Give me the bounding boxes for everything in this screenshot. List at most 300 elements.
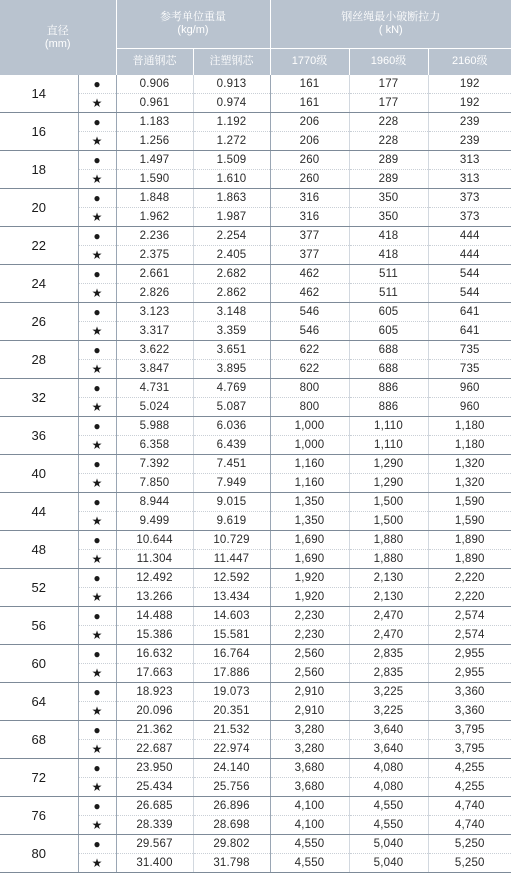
weight-ordinary-cell: 1.962 [116,208,193,227]
force-1960-cell: 3,225 [349,683,428,702]
table-row [0,721,511,740]
dot-marker: ● [78,113,116,132]
force-1770-cell: 4,550 [270,835,349,854]
force-2160-cell: 4,255 [428,759,511,778]
table-header [0,0,511,75]
weight-injected-cell: 3.895 [193,360,270,379]
weight-ordinary-cell: 15.386 [116,626,193,645]
weight-injected-cell: 2.862 [193,284,270,303]
weight-header-unit: (kg/m) [117,24,270,37]
weight-ordinary-cell: 18.923 [116,683,193,702]
dot-marker: ● [78,607,116,626]
force-1770-cell: 1,350 [270,493,349,512]
star-marker: ★ [78,778,116,797]
force-2160-cell: 641 [428,322,511,341]
dot-marker: ● [78,531,116,550]
table-row [0,493,511,512]
dot-marker: ● [78,493,116,512]
diameter-cell: 32 [0,379,78,417]
diameter-cell: 14 [0,75,78,113]
dot-marker: ● [78,797,116,816]
table-row [0,341,511,360]
force-2160-cell: 444 [428,246,511,265]
weight-ordinary-cell: 1.256 [116,132,193,151]
weight-header-title: 参考单位重量 [117,11,270,24]
force-1770-cell: 1,350 [270,512,349,531]
force-1770-cell: 462 [270,284,349,303]
star-marker: ★ [78,474,116,493]
weight-injected-cell: 5.087 [193,398,270,417]
weight-injected-cell: 2.254 [193,227,270,246]
dot-marker: ● [78,227,116,246]
force-1770-cell: 1,690 [270,550,349,569]
diameter-cell: 68 [0,721,78,759]
dot-marker: ● [78,265,116,284]
force-1770-cell: 377 [270,227,349,246]
force-2160-cell: 373 [428,208,511,227]
weight-ordinary-cell: 5.988 [116,417,193,436]
force-1770-cell: 260 [270,151,349,170]
dot-marker: ● [78,645,116,664]
force-2160-cell: 735 [428,341,511,360]
force-1960-cell: 418 [349,227,428,246]
force-2160-cell: 960 [428,379,511,398]
star-marker: ★ [78,436,116,455]
dot-marker: ● [78,189,116,208]
force-2160-cell: 3,795 [428,740,511,759]
weight-injected-cell: 0.974 [193,94,270,113]
force-1770-cell: 1,000 [270,436,349,455]
weight-injected-cell: 28.698 [193,816,270,835]
dot-marker: ● [78,683,116,702]
weight-injected-cell: 10.729 [193,531,270,550]
force-1770-cell: 546 [270,303,349,322]
weight-injected-cell: 1.863 [193,189,270,208]
col-header-grade-2160: 2160级 [428,48,511,75]
force-1770-cell: 2,230 [270,626,349,645]
force-1960-cell: 688 [349,341,428,360]
weight-injected-cell: 20.351 [193,702,270,721]
force-1770-cell: 462 [270,265,349,284]
table-row [0,379,511,398]
table-row [0,569,511,588]
dot-marker: ● [78,341,116,360]
force-2160-cell: 444 [428,227,511,246]
weight-injected-cell: 17.886 [193,664,270,683]
star-marker: ★ [78,588,116,607]
force-1960-cell: 511 [349,284,428,303]
weight-injected-cell: 7.451 [193,455,270,474]
force-1770-cell: 800 [270,379,349,398]
diameter-cell: 44 [0,493,78,531]
dot-marker: ● [78,569,116,588]
table-row [0,227,511,246]
force-2160-cell: 2,574 [428,607,511,626]
force-1960-cell: 886 [349,379,428,398]
force-1960-cell: 4,080 [349,759,428,778]
col-header-grade-1960: 1960级 [349,48,428,75]
weight-ordinary-cell: 31.400 [116,854,193,873]
dot-marker: ● [78,75,116,94]
star-marker: ★ [78,626,116,645]
dot-marker: ● [78,455,116,474]
dot-marker: ● [78,417,116,436]
diameter-cell: 52 [0,569,78,607]
weight-ordinary-cell: 1.497 [116,151,193,170]
force-1960-cell: 605 [349,322,428,341]
force-2160-cell: 373 [428,189,511,208]
force-1960-cell: 177 [349,75,428,94]
table-row [0,75,511,94]
force-1960-cell: 2,835 [349,664,428,683]
weight-ordinary-cell: 17.663 [116,664,193,683]
diameter-cell: 36 [0,417,78,455]
weight-injected-cell: 3.148 [193,303,270,322]
force-2160-cell: 1,180 [428,436,511,455]
force-2160-cell: 1,590 [428,512,511,531]
weight-injected-cell: 7.949 [193,474,270,493]
weight-ordinary-cell: 2.375 [116,246,193,265]
weight-injected-cell: 1.987 [193,208,270,227]
dot-marker: ● [78,379,116,398]
force-2160-cell: 544 [428,284,511,303]
col-header-ordinary-core: 普通钢芯 [116,48,193,75]
weight-injected-cell: 3.651 [193,341,270,360]
diameter-cell: 80 [0,835,78,873]
weight-ordinary-cell: 3.622 [116,341,193,360]
weight-injected-cell: 0.913 [193,75,270,94]
force-1960-cell: 289 [349,151,428,170]
weight-ordinary-cell: 16.632 [116,645,193,664]
weight-injected-cell: 31.798 [193,854,270,873]
force-1770-cell: 3,680 [270,759,349,778]
weight-injected-cell: 1.509 [193,151,270,170]
force-2160-cell: 3,360 [428,683,511,702]
force-2160-cell: 5,250 [428,835,511,854]
star-marker: ★ [78,512,116,531]
weight-ordinary-cell: 9.499 [116,512,193,531]
weight-injected-cell: 15.581 [193,626,270,645]
force-2160-cell: 544 [428,265,511,284]
weight-injected-cell: 6.439 [193,436,270,455]
force-1770-cell: 2,910 [270,683,349,702]
diameter-cell: 40 [0,455,78,493]
force-1960-cell: 1,290 [349,474,428,493]
weight-ordinary-cell: 2.236 [116,227,193,246]
weight-ordinary-cell: 13.266 [116,588,193,607]
weight-injected-cell: 1.610 [193,170,270,189]
force-2160-cell: 313 [428,170,511,189]
force-2160-cell: 1,180 [428,417,511,436]
force-2160-cell: 192 [428,75,511,94]
force-1960-cell: 418 [349,246,428,265]
weight-injected-cell: 19.073 [193,683,270,702]
force-1770-cell: 161 [270,94,349,113]
force-1770-cell: 2,560 [270,645,349,664]
dot-marker: ● [78,303,116,322]
weight-ordinary-cell: 20.096 [116,702,193,721]
dot-marker: ● [78,759,116,778]
weight-injected-cell: 16.764 [193,645,270,664]
weight-ordinary-cell: 22.687 [116,740,193,759]
weight-ordinary-cell: 3.317 [116,322,193,341]
weight-ordinary-cell: 14.488 [116,607,193,626]
star-marker: ★ [78,854,116,873]
force-1960-cell: 350 [349,208,428,227]
force-1770-cell: 2,230 [270,607,349,626]
force-2160-cell: 4,740 [428,816,511,835]
force-1960-cell: 2,130 [349,588,428,607]
diameter-cell: 20 [0,189,78,227]
weight-injected-cell: 9.015 [193,493,270,512]
force-1960-cell: 2,835 [349,645,428,664]
force-1770-cell: 2,910 [270,702,349,721]
weight-ordinary-cell: 4.731 [116,379,193,398]
weight-injected-cell: 1.192 [193,113,270,132]
force-2160-cell: 2,955 [428,664,511,683]
table-row [0,835,511,854]
force-1770-cell: 1,920 [270,569,349,588]
force-1770-cell: 161 [270,75,349,94]
weight-injected-cell: 26.896 [193,797,270,816]
force-2160-cell: 3,795 [428,721,511,740]
force-1960-cell: 688 [349,360,428,379]
table-row [0,531,511,550]
force-1960-cell: 1,110 [349,417,428,436]
weight-ordinary-cell: 1.848 [116,189,193,208]
force-1770-cell: 377 [270,246,349,265]
force-1960-cell: 1,500 [349,512,428,531]
weight-injected-cell: 24.140 [193,759,270,778]
force-1960-cell: 2,470 [349,607,428,626]
table-row [0,797,511,816]
weight-ordinary-cell: 0.961 [116,94,193,113]
weight-injected-cell: 3.359 [193,322,270,341]
weight-ordinary-cell: 23.950 [116,759,193,778]
force-2160-cell: 2,574 [428,626,511,645]
weight-ordinary-cell: 11.304 [116,550,193,569]
force-1960-cell: 605 [349,303,428,322]
force-1770-cell: 1,160 [270,474,349,493]
table-body [0,75,511,873]
diameter-cell: 72 [0,759,78,797]
force-2160-cell: 313 [428,151,511,170]
diameter-header-label: 直径 [0,25,116,38]
force-1960-cell: 1,500 [349,493,428,512]
force-1770-cell: 1,920 [270,588,349,607]
force-1770-cell: 4,100 [270,797,349,816]
force-2160-cell: 4,255 [428,778,511,797]
weight-ordinary-cell: 26.685 [116,797,193,816]
col-header-injected-core: 注塑钢芯 [193,48,270,75]
force-1960-cell: 289 [349,170,428,189]
star-marker: ★ [78,398,116,417]
force-1960-cell: 4,550 [349,816,428,835]
weight-ordinary-cell: 6.358 [116,436,193,455]
force-1960-cell: 5,040 [349,854,428,873]
weight-injected-cell: 29.802 [193,835,270,854]
force-1770-cell: 316 [270,189,349,208]
weight-injected-cell: 2.682 [193,265,270,284]
weight-injected-cell: 1.272 [193,132,270,151]
star-marker: ★ [78,702,116,721]
force-1960-cell: 4,080 [349,778,428,797]
weight-injected-cell: 14.603 [193,607,270,626]
force-1960-cell: 177 [349,94,428,113]
force-header-unit: ( kN) [271,24,511,37]
diameter-cell: 16 [0,113,78,151]
table-row [0,455,511,474]
weight-injected-cell: 25.756 [193,778,270,797]
table-row [0,303,511,322]
weight-ordinary-cell: 12.492 [116,569,193,588]
star-marker: ★ [78,664,116,683]
force-1960-cell: 228 [349,113,428,132]
force-1770-cell: 4,550 [270,854,349,873]
force-1770-cell: 206 [270,132,349,151]
force-1960-cell: 228 [349,132,428,151]
force-2160-cell: 1,320 [428,474,511,493]
force-2160-cell: 239 [428,132,511,151]
dot-marker: ● [78,721,116,740]
force-1960-cell: 3,225 [349,702,428,721]
weight-ordinary-cell: 3.123 [116,303,193,322]
force-2160-cell: 2,955 [428,645,511,664]
force-1960-cell: 1,880 [349,550,428,569]
diameter-cell: 56 [0,607,78,645]
star-marker: ★ [78,816,116,835]
table-row [0,607,511,626]
star-marker: ★ [78,740,116,759]
star-marker: ★ [78,284,116,303]
diameter-cell: 76 [0,797,78,835]
weight-injected-cell: 13.434 [193,588,270,607]
force-1770-cell: 1,000 [270,417,349,436]
dot-marker: ● [78,835,116,854]
force-2160-cell: 641 [428,303,511,322]
force-2160-cell: 1,320 [428,455,511,474]
weight-injected-cell: 21.532 [193,721,270,740]
force-1960-cell: 3,640 [349,740,428,759]
weight-ordinary-cell: 3.847 [116,360,193,379]
force-1960-cell: 1,110 [349,436,428,455]
force-1960-cell: 350 [349,189,428,208]
force-1960-cell: 1,880 [349,531,428,550]
diameter-cell: 64 [0,683,78,721]
weight-ordinary-cell: 7.850 [116,474,193,493]
weight-ordinary-cell: 29.567 [116,835,193,854]
diameter-cell: 24 [0,265,78,303]
force-1770-cell: 1,160 [270,455,349,474]
weight-ordinary-cell: 0.906 [116,75,193,94]
table-row [0,151,511,170]
force-1770-cell: 2,560 [270,664,349,683]
star-marker: ★ [78,550,116,569]
force-2160-cell: 3,360 [428,702,511,721]
table-row [0,417,511,436]
force-2160-cell: 735 [428,360,511,379]
weight-ordinary-cell: 8.944 [116,493,193,512]
diameter-cell: 26 [0,303,78,341]
force-2160-cell: 4,740 [428,797,511,816]
table-row [0,645,511,664]
force-2160-cell: 239 [428,113,511,132]
force-1960-cell: 2,470 [349,626,428,645]
force-1960-cell: 4,550 [349,797,428,816]
weight-ordinary-cell: 2.826 [116,284,193,303]
force-1960-cell: 2,130 [349,569,428,588]
diameter-cell: 28 [0,341,78,379]
weight-ordinary-cell: 5.024 [116,398,193,417]
table-row [0,759,511,778]
weight-header [116,0,270,48]
dot-marker: ● [78,151,116,170]
force-1770-cell: 800 [270,398,349,417]
force-header [270,0,511,48]
weight-ordinary-cell: 28.339 [116,816,193,835]
weight-injected-cell: 22.974 [193,740,270,759]
weight-injected-cell: 2.405 [193,246,270,265]
weight-ordinary-cell: 1.183 [116,113,193,132]
force-1960-cell: 511 [349,265,428,284]
force-1770-cell: 3,680 [270,778,349,797]
weight-ordinary-cell: 21.362 [116,721,193,740]
force-1960-cell: 1,290 [349,455,428,474]
weight-ordinary-cell: 2.661 [116,265,193,284]
force-2160-cell: 960 [428,398,511,417]
force-1960-cell: 886 [349,398,428,417]
force-1770-cell: 3,280 [270,721,349,740]
weight-ordinary-cell: 1.590 [116,170,193,189]
force-1770-cell: 622 [270,360,349,379]
diameter-cell: 60 [0,645,78,683]
weight-ordinary-cell: 10.644 [116,531,193,550]
force-1770-cell: 260 [270,170,349,189]
force-1770-cell: 3,280 [270,740,349,759]
table-row [0,683,511,702]
star-marker: ★ [78,132,116,151]
star-marker: ★ [78,360,116,379]
force-1770-cell: 316 [270,208,349,227]
star-marker: ★ [78,246,116,265]
force-2160-cell: 1,890 [428,531,511,550]
force-2160-cell: 5,250 [428,854,511,873]
force-2160-cell: 2,220 [428,569,511,588]
weight-ordinary-cell: 25.434 [116,778,193,797]
force-1770-cell: 4,100 [270,816,349,835]
force-header-title: 钢丝绳最小破断拉力 [271,11,511,24]
force-2160-cell: 1,890 [428,550,511,569]
weight-injected-cell: 12.592 [193,569,270,588]
force-1770-cell: 206 [270,113,349,132]
diameter-cell: 48 [0,531,78,569]
col-header-grade-1770: 1770级 [270,48,349,75]
star-marker: ★ [78,322,116,341]
weight-ordinary-cell: 7.392 [116,455,193,474]
star-marker: ★ [78,208,116,227]
force-1770-cell: 1,690 [270,531,349,550]
weight-injected-cell: 11.447 [193,550,270,569]
force-1770-cell: 622 [270,341,349,360]
diameter-header-unit: (mm) [0,38,116,51]
force-2160-cell: 2,220 [428,588,511,607]
force-2160-cell: 1,590 [428,493,511,512]
diameter-cell: 18 [0,151,78,189]
force-1960-cell: 5,040 [349,835,428,854]
star-marker: ★ [78,170,116,189]
table-row [0,189,511,208]
weight-injected-cell: 9.619 [193,512,270,531]
